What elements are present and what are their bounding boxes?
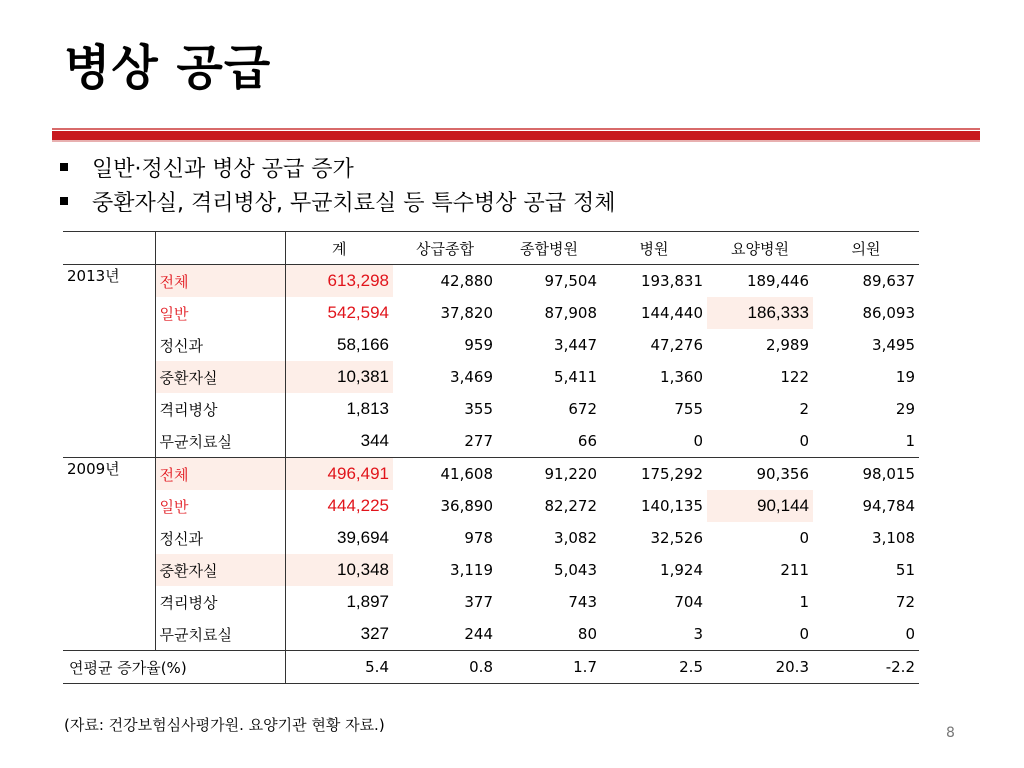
table-row [63,361,919,393]
value-cell: 1,360 [660,368,703,386]
value-cell: 29 [895,400,915,418]
header-cell: 종합병원 [497,232,601,265]
value-cell: 122 [780,368,809,386]
header-cell: 의원 [813,232,919,265]
table-row [63,265,919,298]
year-cell [63,490,155,522]
growth-rate-row [63,651,919,684]
category-cell: 격리병상 [155,393,285,425]
value-cell: 2 [799,400,809,418]
bullet-item [58,150,998,184]
value-cell: 2,989 [766,336,809,354]
category-cell: 중환자실 [155,554,285,586]
value-cell: 978 [464,529,493,547]
header-cell [155,232,285,265]
value-cell: 3,108 [872,529,915,547]
value-cell: 87,908 [544,304,597,322]
table-row [63,586,919,618]
bullet-item [58,184,998,218]
value-cell: 5,411 [554,368,597,386]
category-cell: 일반 [155,297,285,329]
value-cell: 189,446 [707,265,813,298]
value-cell: 19 [895,368,915,386]
category-cell: 격리병상 [155,586,285,618]
value-cell: 51 [895,561,915,579]
table-row [63,490,919,522]
growth-rate-cell: 1.7 [497,651,601,684]
value-cell: 0 [905,625,915,643]
value-cell: 94,784 [862,497,915,515]
value-cell: 3,082 [554,529,597,547]
table-row [63,297,919,329]
value-cell: 244 [464,625,493,643]
category-cell: 중환자실 [155,361,285,393]
category-cell: 전체 [155,265,285,298]
value-cell: 97,504 [497,265,601,298]
header-cell: 병원 [601,232,707,265]
value-cell: 32,526 [650,529,703,547]
value-cell: 743 [568,593,597,611]
value-cell: 186,333 [707,297,813,329]
value-cell: 755 [674,400,703,418]
value-cell: 3 [693,625,703,643]
year-cell [63,618,155,651]
value-cell: 959 [464,336,493,354]
value-cell: 355 [464,400,493,418]
page-number: 8 [946,725,955,741]
value-cell: 140,135 [640,497,703,515]
value-cell: 1,924 [660,561,703,579]
value-cell: 42,880 [393,265,497,298]
total-cell: 496,491 [285,458,393,491]
year-cell [63,329,155,361]
total-cell: 444,225 [327,496,389,515]
bullet-text: 중환자실, 격리병상, 무균치료실 등 특수병상 공급 정체 [92,190,616,216]
value-cell: 3,447 [554,336,597,354]
bullet-text: 일반·정신과 병상 공급 증가 [92,156,354,182]
year-cell: 2009년 [63,458,155,491]
value-cell: 3,495 [872,336,915,354]
growth-rate-cell: 2.5 [601,651,707,684]
growth-rate-cell: 0.8 [393,651,497,684]
value-cell: 211 [780,561,809,579]
total-cell: 344 [360,431,389,450]
bullet-list [58,150,998,218]
total-cell: 39,694 [337,528,389,547]
value-cell: 86,093 [862,304,915,322]
square-bullet-icon [60,163,68,171]
value-cell: 3,119 [450,561,493,579]
value-cell: 82,272 [544,497,597,515]
year-cell [63,554,155,586]
value-cell: 144,440 [640,304,703,322]
year-cell [63,297,155,329]
header-cell: 요양병원 [707,232,813,265]
category-cell: 일반 [155,490,285,522]
value-cell: 37,820 [440,304,493,322]
header-cell: 계 [285,232,393,265]
category-cell: 정신과 [155,522,285,554]
bed-supply-table [63,231,919,684]
value-cell: 175,292 [601,458,707,491]
value-cell: 80 [577,625,597,643]
table-row [63,425,919,458]
value-cell: 672 [568,400,597,418]
category-cell: 무균치료실 [155,618,285,651]
year-cell [63,425,155,458]
value-cell: 0 [799,529,809,547]
total-cell: 58,166 [337,335,389,354]
table-row [63,458,919,491]
value-cell: 91,220 [497,458,601,491]
value-cell: 90,144 [707,490,813,522]
value-cell: 36,890 [440,497,493,515]
growth-rate-cell: 5.4 [285,651,393,684]
value-cell: 0 [693,432,703,450]
value-cell: 0 [799,432,809,450]
value-cell: 193,831 [601,265,707,298]
total-cell: 542,594 [327,303,389,322]
value-cell: 72 [895,593,915,611]
year-cell [63,522,155,554]
growth-rate-label: 연평균 증가율(%) [63,651,285,684]
value-cell: 89,637 [813,265,919,298]
value-cell: 0 [799,625,809,643]
header-cell: 상급종합 [393,232,497,265]
table-row [63,554,919,586]
table-row [63,522,919,554]
value-cell: 90,356 [707,458,813,491]
value-cell: 47,276 [650,336,703,354]
table-row [63,329,919,361]
title-divider [52,128,980,142]
header-cell [63,232,155,265]
category-cell: 무균치료실 [155,425,285,458]
value-cell: 1 [905,432,915,450]
table-row [63,618,919,651]
source-note: (자료: 건강보험심사평가원. 요양기관 현황 자료.) [64,716,385,734]
year-cell: 2013년 [63,265,155,298]
table-row [63,393,919,425]
table-header-row [63,232,919,265]
growth-rate-cell: -2.2 [813,651,919,684]
value-cell: 377 [464,593,493,611]
value-cell: 3,469 [450,368,493,386]
total-cell: 10,381 [285,361,393,393]
value-cell: 277 [464,432,493,450]
value-cell: 1 [799,593,809,611]
total-cell: 10,348 [285,554,393,586]
year-cell [63,361,155,393]
total-cell: 327 [360,624,389,643]
value-cell: 66 [577,432,597,450]
value-cell: 5,043 [554,561,597,579]
square-bullet-icon [60,197,68,205]
value-cell: 704 [674,593,703,611]
category-cell: 전체 [155,458,285,491]
total-cell: 1,897 [346,592,389,611]
year-cell [63,393,155,425]
year-cell [63,586,155,618]
category-cell: 정신과 [155,329,285,361]
slide-title: 병상 공급 [64,40,272,96]
growth-rate-cell: 20.3 [707,651,813,684]
value-cell: 98,015 [813,458,919,491]
value-cell: 41,608 [393,458,497,491]
total-cell: 1,813 [346,399,389,418]
total-cell: 613,298 [285,265,393,298]
